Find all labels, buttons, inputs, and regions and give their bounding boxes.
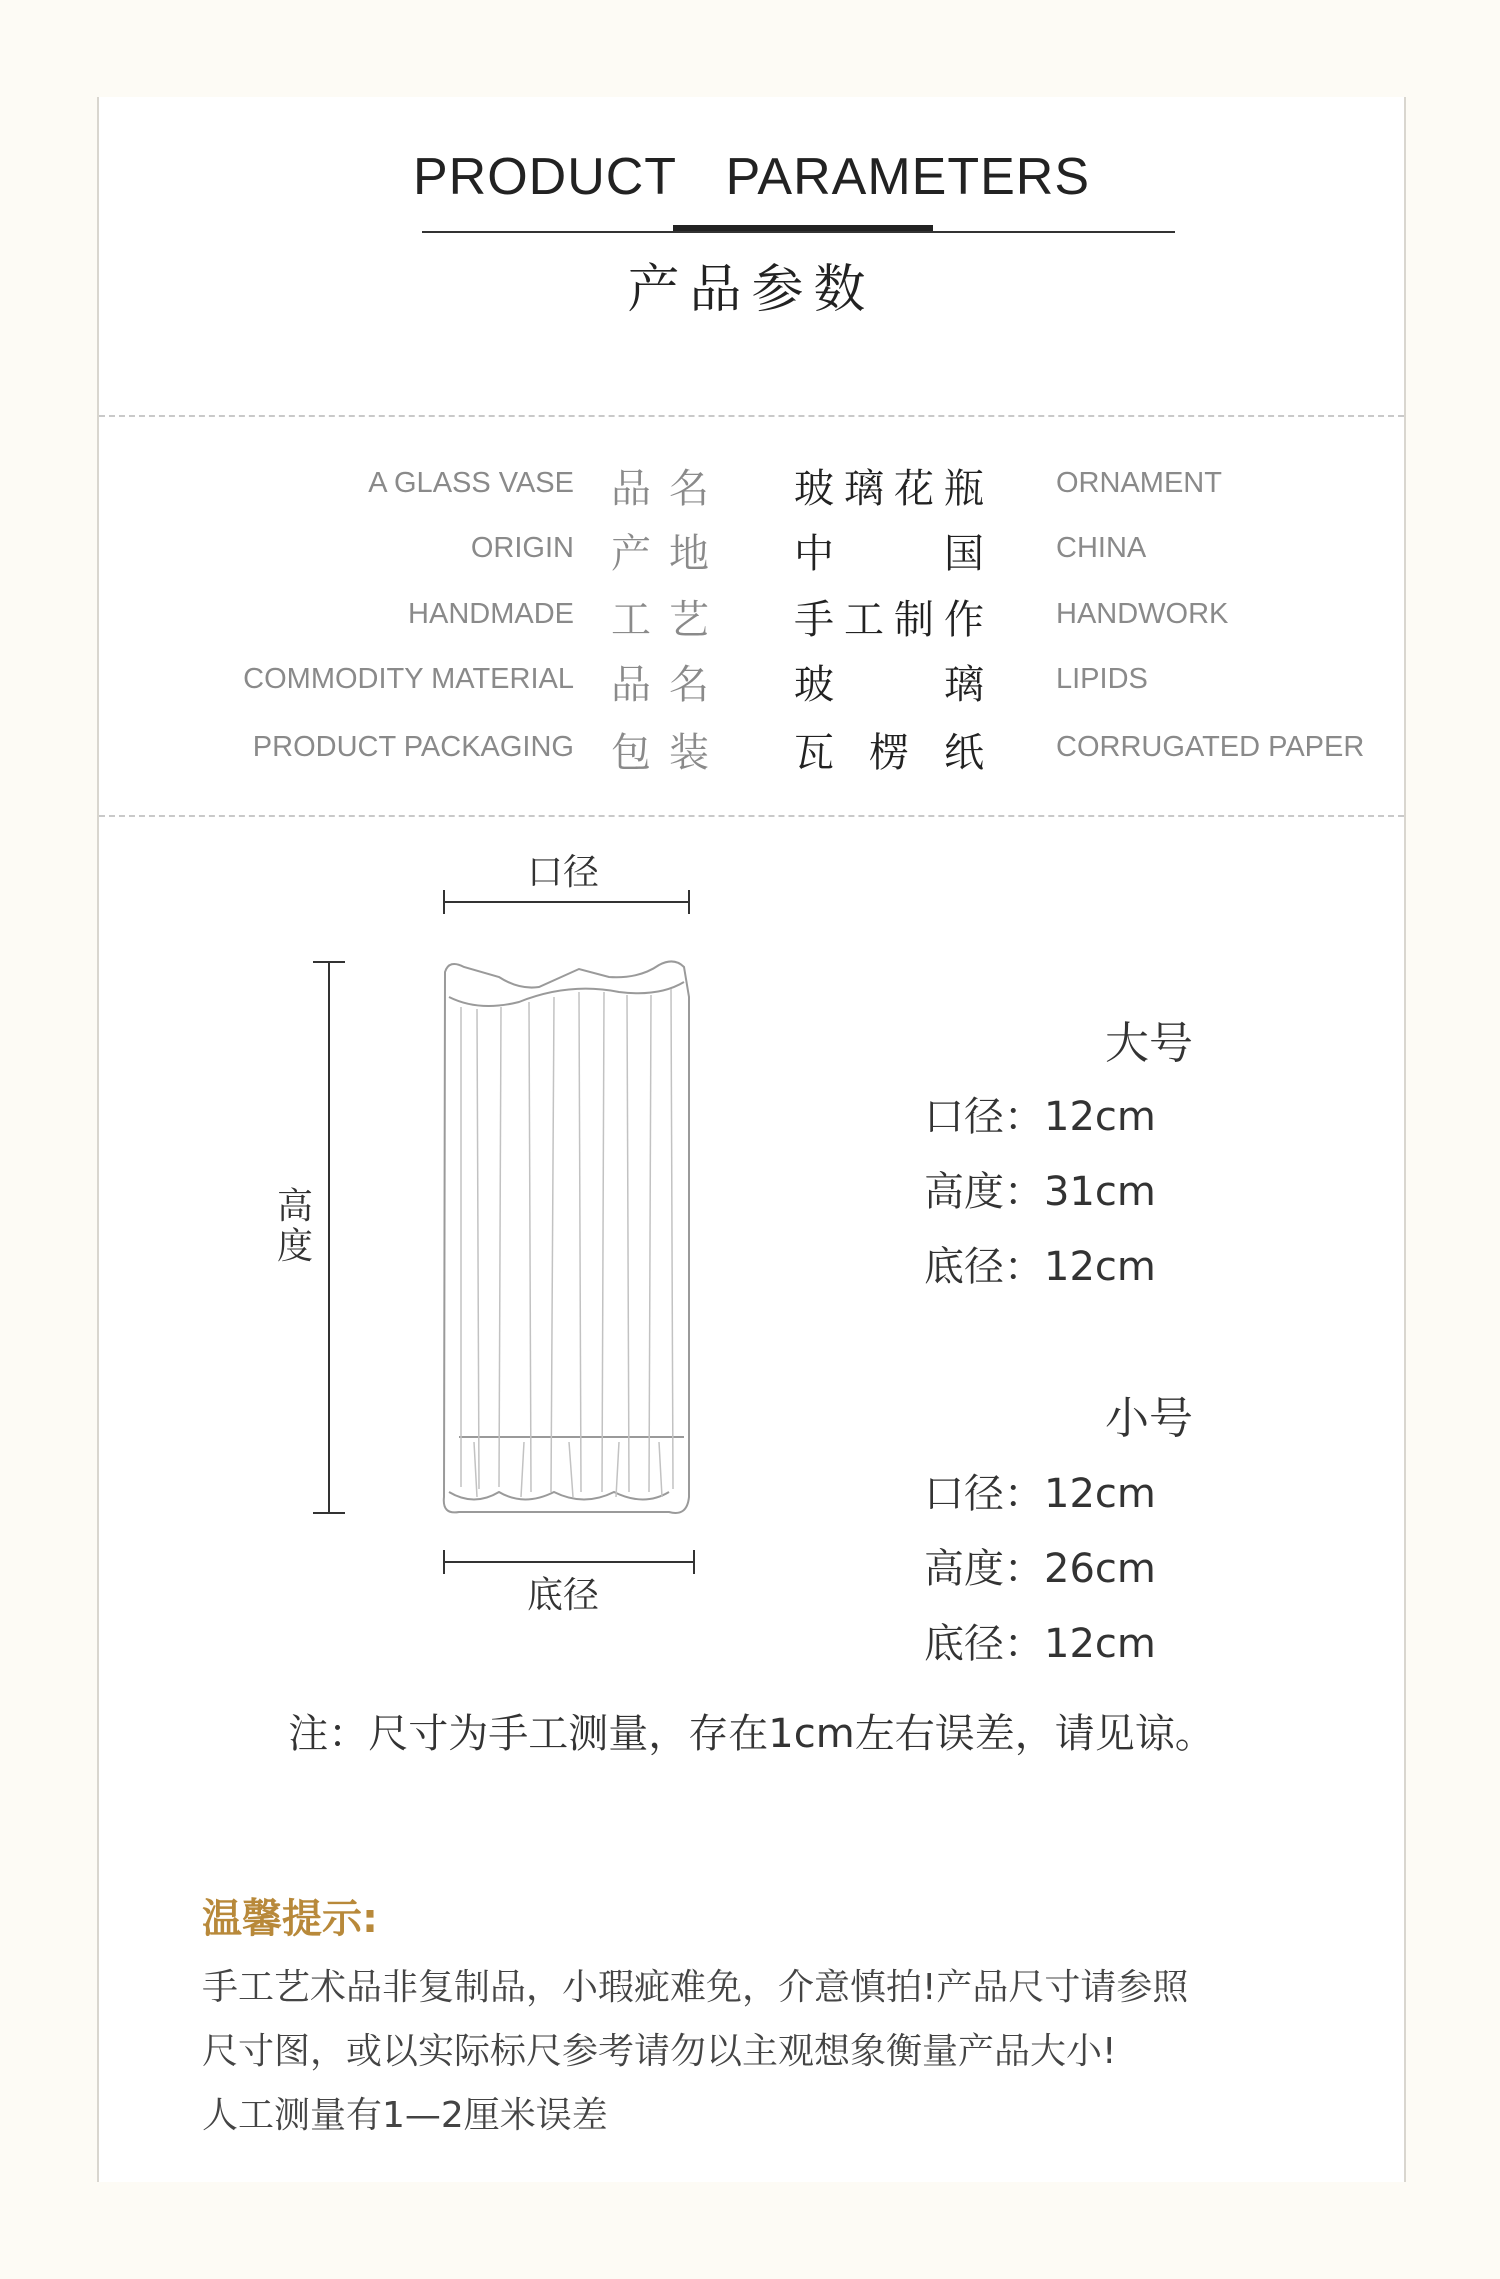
height-label: 高度 [277, 1186, 314, 1267]
param-cn-label: 产地 [611, 531, 727, 577]
param-en-value: CHINA [1056, 532, 1147, 564]
param-en-label: COMMODITY MATERIAL [243, 663, 574, 695]
param-en-label: HANDMADE [408, 598, 574, 630]
param-cn-value: 玻璃 [794, 662, 984, 708]
title-chinese: 产品参数 [627, 260, 876, 320]
param-cn-label: 工艺 [611, 597, 727, 643]
tips-line: 尺寸图，或以实际标尺参考请勿以主观想象衡量产品大小! [202, 2031, 1117, 2072]
param-en-label: PRODUCT PACKAGING [252, 731, 574, 763]
param-cn-value: 中国 [794, 531, 984, 577]
param-en-label: ORIGIN [470, 532, 574, 564]
param-cn-value: 玻璃花瓶 [794, 466, 984, 512]
base-diameter-label: 底径 [527, 1575, 600, 1616]
small-base-diameter: 底径：12cm [924, 1621, 1156, 1667]
param-en-value: LIPIDS [1056, 663, 1148, 695]
param-cn-value: 瓦楞纸 [794, 730, 984, 776]
measurement-note: 注：尺寸为手工测量，存在1cm左右误差，请见谅。 [288, 1711, 1215, 1757]
tips-title: 温馨提示: [202, 1896, 378, 1942]
vase-dimension-drawing [99, 97, 899, 1697]
large-size-title: 大号 [1105, 1018, 1193, 1069]
title-english: PRODUCT PARAMETERS [412, 148, 1091, 206]
param-cn-value: 手工制作 [794, 597, 984, 643]
param-en-value: HANDWORK [1056, 598, 1229, 630]
content-frame [97, 97, 1406, 2182]
param-cn-label: 品名 [611, 466, 727, 512]
small-height: 高度：26cm [924, 1546, 1156, 1592]
small-mouth-diameter: 口径：12cm [924, 1471, 1156, 1517]
tips-line: 人工测量有1—2厘米误差 [202, 2095, 608, 2136]
mouth-diameter-label: 口径 [527, 852, 600, 893]
param-cn-label: 包装 [611, 730, 727, 776]
tips-line: 手工艺术品非复制品，小瑕疵难免，介意慎拍!产品尺寸请参照 [202, 1967, 1189, 2008]
large-height: 高度：31cm [924, 1169, 1156, 1215]
param-cn-label: 品名 [611, 662, 727, 708]
param-en-value: ORNAMENT [1056, 467, 1222, 499]
large-mouth-diameter: 口径：12cm [924, 1094, 1156, 1140]
param-en-label: A GLASS VASE [368, 467, 574, 499]
large-base-diameter: 底径：12cm [924, 1244, 1156, 1290]
small-size-title: 小号 [1105, 1393, 1193, 1444]
param-en-value: CORRUGATED PAPER [1056, 731, 1365, 763]
